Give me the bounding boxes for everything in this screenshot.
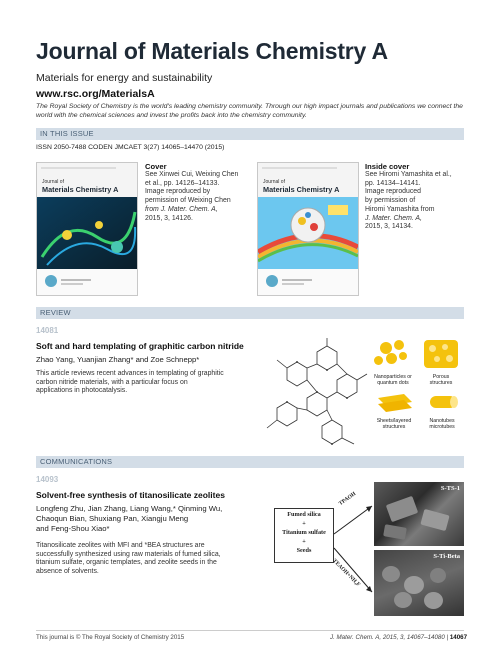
carbon-nitride-structure-figure xyxy=(262,338,372,450)
nanostructure-shapes-figure xyxy=(372,338,467,450)
inside-cover-artwork-image xyxy=(258,197,358,295)
review-band xyxy=(36,307,464,319)
rsc-blurb: The Royal Society of Chemistry is the world's leading chemistry community. Through our high impact journals and publications we connect the world with the chemical sciences and invest the profits back into the chemistry community. xyxy=(36,103,463,119)
in-this-issue-band xyxy=(36,128,464,140)
communications-band xyxy=(36,456,464,468)
communication-page-number: 14093 xyxy=(36,475,59,484)
sem-image-ts1 xyxy=(374,482,464,546)
in-this-issue-label: IN THIS ISSUE xyxy=(40,129,94,138)
communication-title-link[interactable]: Solvent-free synthesis of titanosilicate zeolites xyxy=(36,490,225,500)
zeolite-synthesis-figure xyxy=(270,482,466,622)
inside-cover-caption xyxy=(365,162,475,232)
reaction-arrows xyxy=(332,492,376,612)
footer-page-number: 14067 xyxy=(449,634,468,641)
communication-abstract: Titanosilicate zeolites with MFI and *BEA structures are successfully synthesized using raw materials of fumed silica, titanium sulfate, organic templates, and zeolite seeds in the absence of solvents. xyxy=(36,542,221,576)
nanotubes-label: Nanotubes microtubes xyxy=(429,418,455,430)
inside-cover-thumb-small-title: Journal of xyxy=(263,179,285,185)
nanoparticles-label: Nanoparticles or quantum dots xyxy=(374,374,412,386)
cover-caption-body: See Xinwei Cui, Weixing Chen et al., pp. 14126–14133. Image reproduced by permission of Weixing Chen from J. Mater. Chem. A, 2015, 3, 14126. xyxy=(145,171,239,222)
cover-heading: Cover xyxy=(145,162,167,171)
footer-copyright: This journal is © The Royal Society of Chemistry 2015 xyxy=(36,634,185,641)
review-label: REVIEW xyxy=(40,308,71,317)
footer-divider xyxy=(36,630,464,631)
review-title-link[interactable]: Soft and hard templating of graphitic carbon nitride xyxy=(36,341,244,351)
cover-thumbnail[interactable] xyxy=(36,162,138,296)
journal-subtitle: Materials for energy and sustainability xyxy=(36,72,213,84)
journal-title: Journal of Materials Chemistry A xyxy=(36,38,388,64)
cover-thumb-title: Materials Chemistry A xyxy=(42,185,119,194)
porous-label: Porous structures xyxy=(429,374,453,386)
teaoh-label: TEAOH+NH₄F xyxy=(331,558,362,588)
review-abstract: This article reviews recent advances in templating of graphitic carbon nitride materials, with a particular focus on applications in photocatalysis. xyxy=(36,370,224,395)
cover-artwork-image xyxy=(37,197,137,295)
tpaoh-label: TPAOH xyxy=(338,491,358,507)
sheets-shape xyxy=(374,390,416,416)
nanotubes-shape xyxy=(426,390,462,416)
cover-caption xyxy=(145,162,255,223)
sem-image-ti-beta xyxy=(374,550,464,616)
ti-beta-label: S-Ti-Beta xyxy=(433,553,460,560)
inside-cover-thumbnail[interactable] xyxy=(257,162,359,296)
communications-label: COMMUNICATIONS xyxy=(40,457,113,466)
porous-shape xyxy=(424,340,458,368)
cover-thumb-small-title: Journal of xyxy=(42,179,64,185)
issn-line: ISSN 2050-7488 CODEN JMCAET 3(27) 14065–14470 (2015) xyxy=(36,144,225,151)
journal-url-link[interactable]: www.rsc.org/MaterialsA xyxy=(36,88,155,100)
footer-citation xyxy=(330,634,467,641)
review-page-number: 14081 xyxy=(36,326,59,335)
reactants-box: Fumed silica + Titanium sulfate + Seeds xyxy=(274,508,334,563)
inside-cover-caption-body: See Hiromi Yamashita et al., pp. 14134–14141. Image reproduced by permission of Hiromi Yamashita from J. Mater. Chem. A, 2015, 3, 14134. xyxy=(365,171,452,231)
inside-cover-heading: Inside cover xyxy=(365,162,410,171)
ts1-label: S-TS-1 xyxy=(440,485,460,492)
inside-cover-thumb-title: Materials Chemistry A xyxy=(263,185,340,194)
communication-authors: Longfeng Zhu, Jian Zhang, Liang Wang,* Qinming Wu, Chaoqun Bian, Shuxiang Pan, Xiangju Meng and Feng-Shou Xiao* xyxy=(36,504,223,533)
footer-citation-text: J. Mater. Chem. A, 2015, 3, 14067–14080 | xyxy=(330,634,450,641)
sheets-label: Sheets/layered structures xyxy=(376,418,412,430)
review-authors: Zhao Yang, Yuanjian Zhang* and Zoe Schnepp* xyxy=(36,355,200,364)
